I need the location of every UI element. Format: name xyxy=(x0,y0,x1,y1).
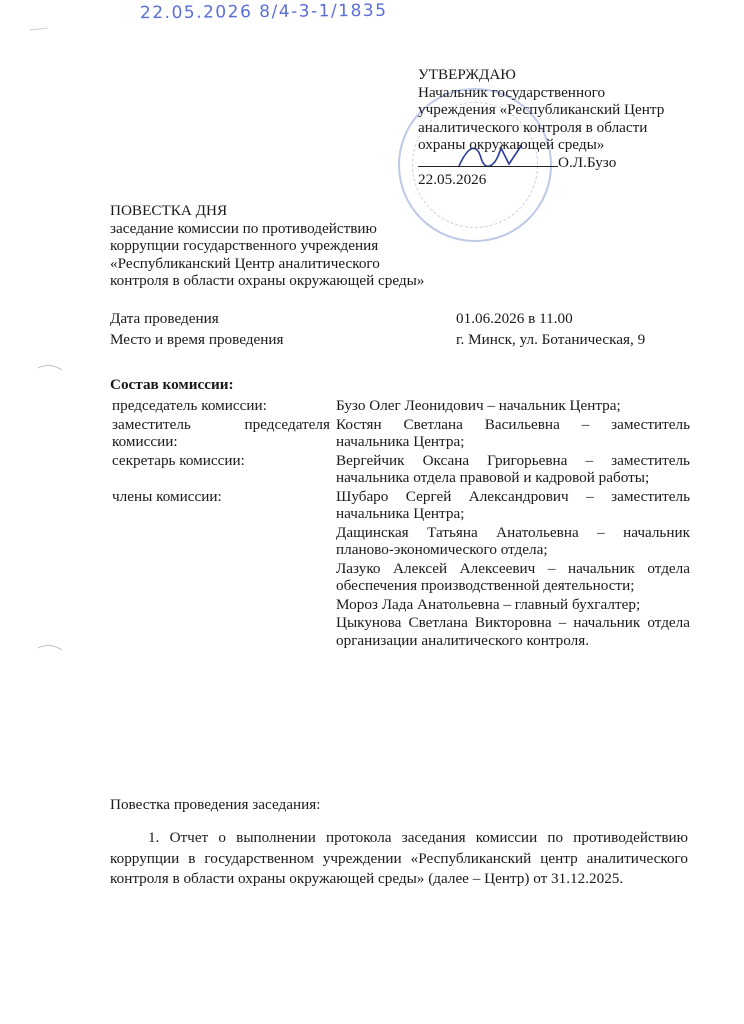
commission-person: Вергейчик Оксана Григорьевна – заместитель начальника отдела правовой и кадровой работы; xyxy=(336,451,690,486)
approval-heading: УТВЕРЖДАЮ xyxy=(418,66,516,83)
commission-persons xyxy=(336,488,690,651)
commission-title: Состав комиссии: xyxy=(110,376,234,393)
meeting-place-label: Место и время проведения xyxy=(110,331,284,348)
meeting-date-value: 01.06.2026 в 11.00 xyxy=(456,310,573,327)
approval-date: 22.05.2026 xyxy=(418,171,487,188)
handwritten-registration-note: 22.05.2026 8/4-3-1/1835 xyxy=(139,0,388,24)
commission-role: председатель комиссии: xyxy=(112,397,267,414)
commission-person: Цыкунова Светлана Викторовна – начальник отдела организации аналитического контроля. xyxy=(336,614,690,649)
approval-block xyxy=(418,66,718,189)
commission-person: Лазуко Алексей Алексеевич – начальник отдела обеспечения производственной деятельности; xyxy=(336,559,690,594)
agenda-header xyxy=(110,202,530,290)
commission-person: Шубаро Сергей Александрович – заместитель начальника Центра; xyxy=(336,487,690,522)
agenda-item: 1. Отчет о выполнении протокола заседания комиссии по противодействию коррупции в государственном учреждении «Республиканский центр аналитического контроля в области охраны окружающей среды» (далее – Центр) от 31.12.2025. xyxy=(110,829,688,887)
meeting-date-label: Дата проведения xyxy=(110,310,219,327)
commission-table xyxy=(112,397,690,650)
commission-person: Дащинская Татьяна Анатольевна – начальник планово-экономического отдела; xyxy=(336,523,690,558)
signature-row xyxy=(418,154,718,172)
commission-role: заместитель председателя комиссии: xyxy=(112,415,330,450)
signatory-name: О.Л.Бузо xyxy=(558,153,617,171)
approval-line: аналитического контроля в области xyxy=(418,118,648,136)
commission-row xyxy=(112,397,690,416)
commission-persons xyxy=(336,397,690,416)
commission-row xyxy=(112,416,690,452)
commission-role: секретарь комиссии: xyxy=(112,451,245,469)
agenda-subtitle-line: «Республиканский Центр аналитического xyxy=(110,254,380,272)
commission-person: Костян Светлана Васильевна – заместитель начальника Центра; xyxy=(336,415,690,450)
signature-line xyxy=(418,154,558,167)
meeting-details xyxy=(110,310,690,352)
agenda-title: ПОВЕСТКА ДНЯ xyxy=(110,202,228,219)
approval-line: охраны окружающей среды» xyxy=(418,136,605,153)
commission-person: Мороз Лада Анатольевна – главный бухгалтер; xyxy=(336,595,641,613)
agenda-subtitle-line: коррупции государственного учреждения xyxy=(110,237,379,254)
agenda-subtitle-line: заседание комиссии по противодействию xyxy=(110,219,377,237)
meeting-place-row xyxy=(110,331,690,352)
commission-persons xyxy=(336,416,690,452)
commission-person: Бузо Олег Леонидович – начальник Центра; xyxy=(336,397,621,414)
approval-line: учреждения «Республиканский Центр xyxy=(418,101,665,118)
commission-row xyxy=(112,452,690,488)
agenda-subtitle-line: контроля в области охраны окружающей среды» xyxy=(110,272,425,289)
agenda-items-heading: Повестка проведения заседания: xyxy=(110,796,321,813)
approval-line: Начальник государственного xyxy=(418,83,606,101)
commission-row xyxy=(112,488,690,651)
commission-role: члены комиссии: xyxy=(112,487,222,505)
meeting-date-row xyxy=(110,310,690,331)
commission-persons xyxy=(336,452,690,488)
meeting-place-value: г. Минск, ул. Ботаническая, 9 xyxy=(456,331,646,348)
